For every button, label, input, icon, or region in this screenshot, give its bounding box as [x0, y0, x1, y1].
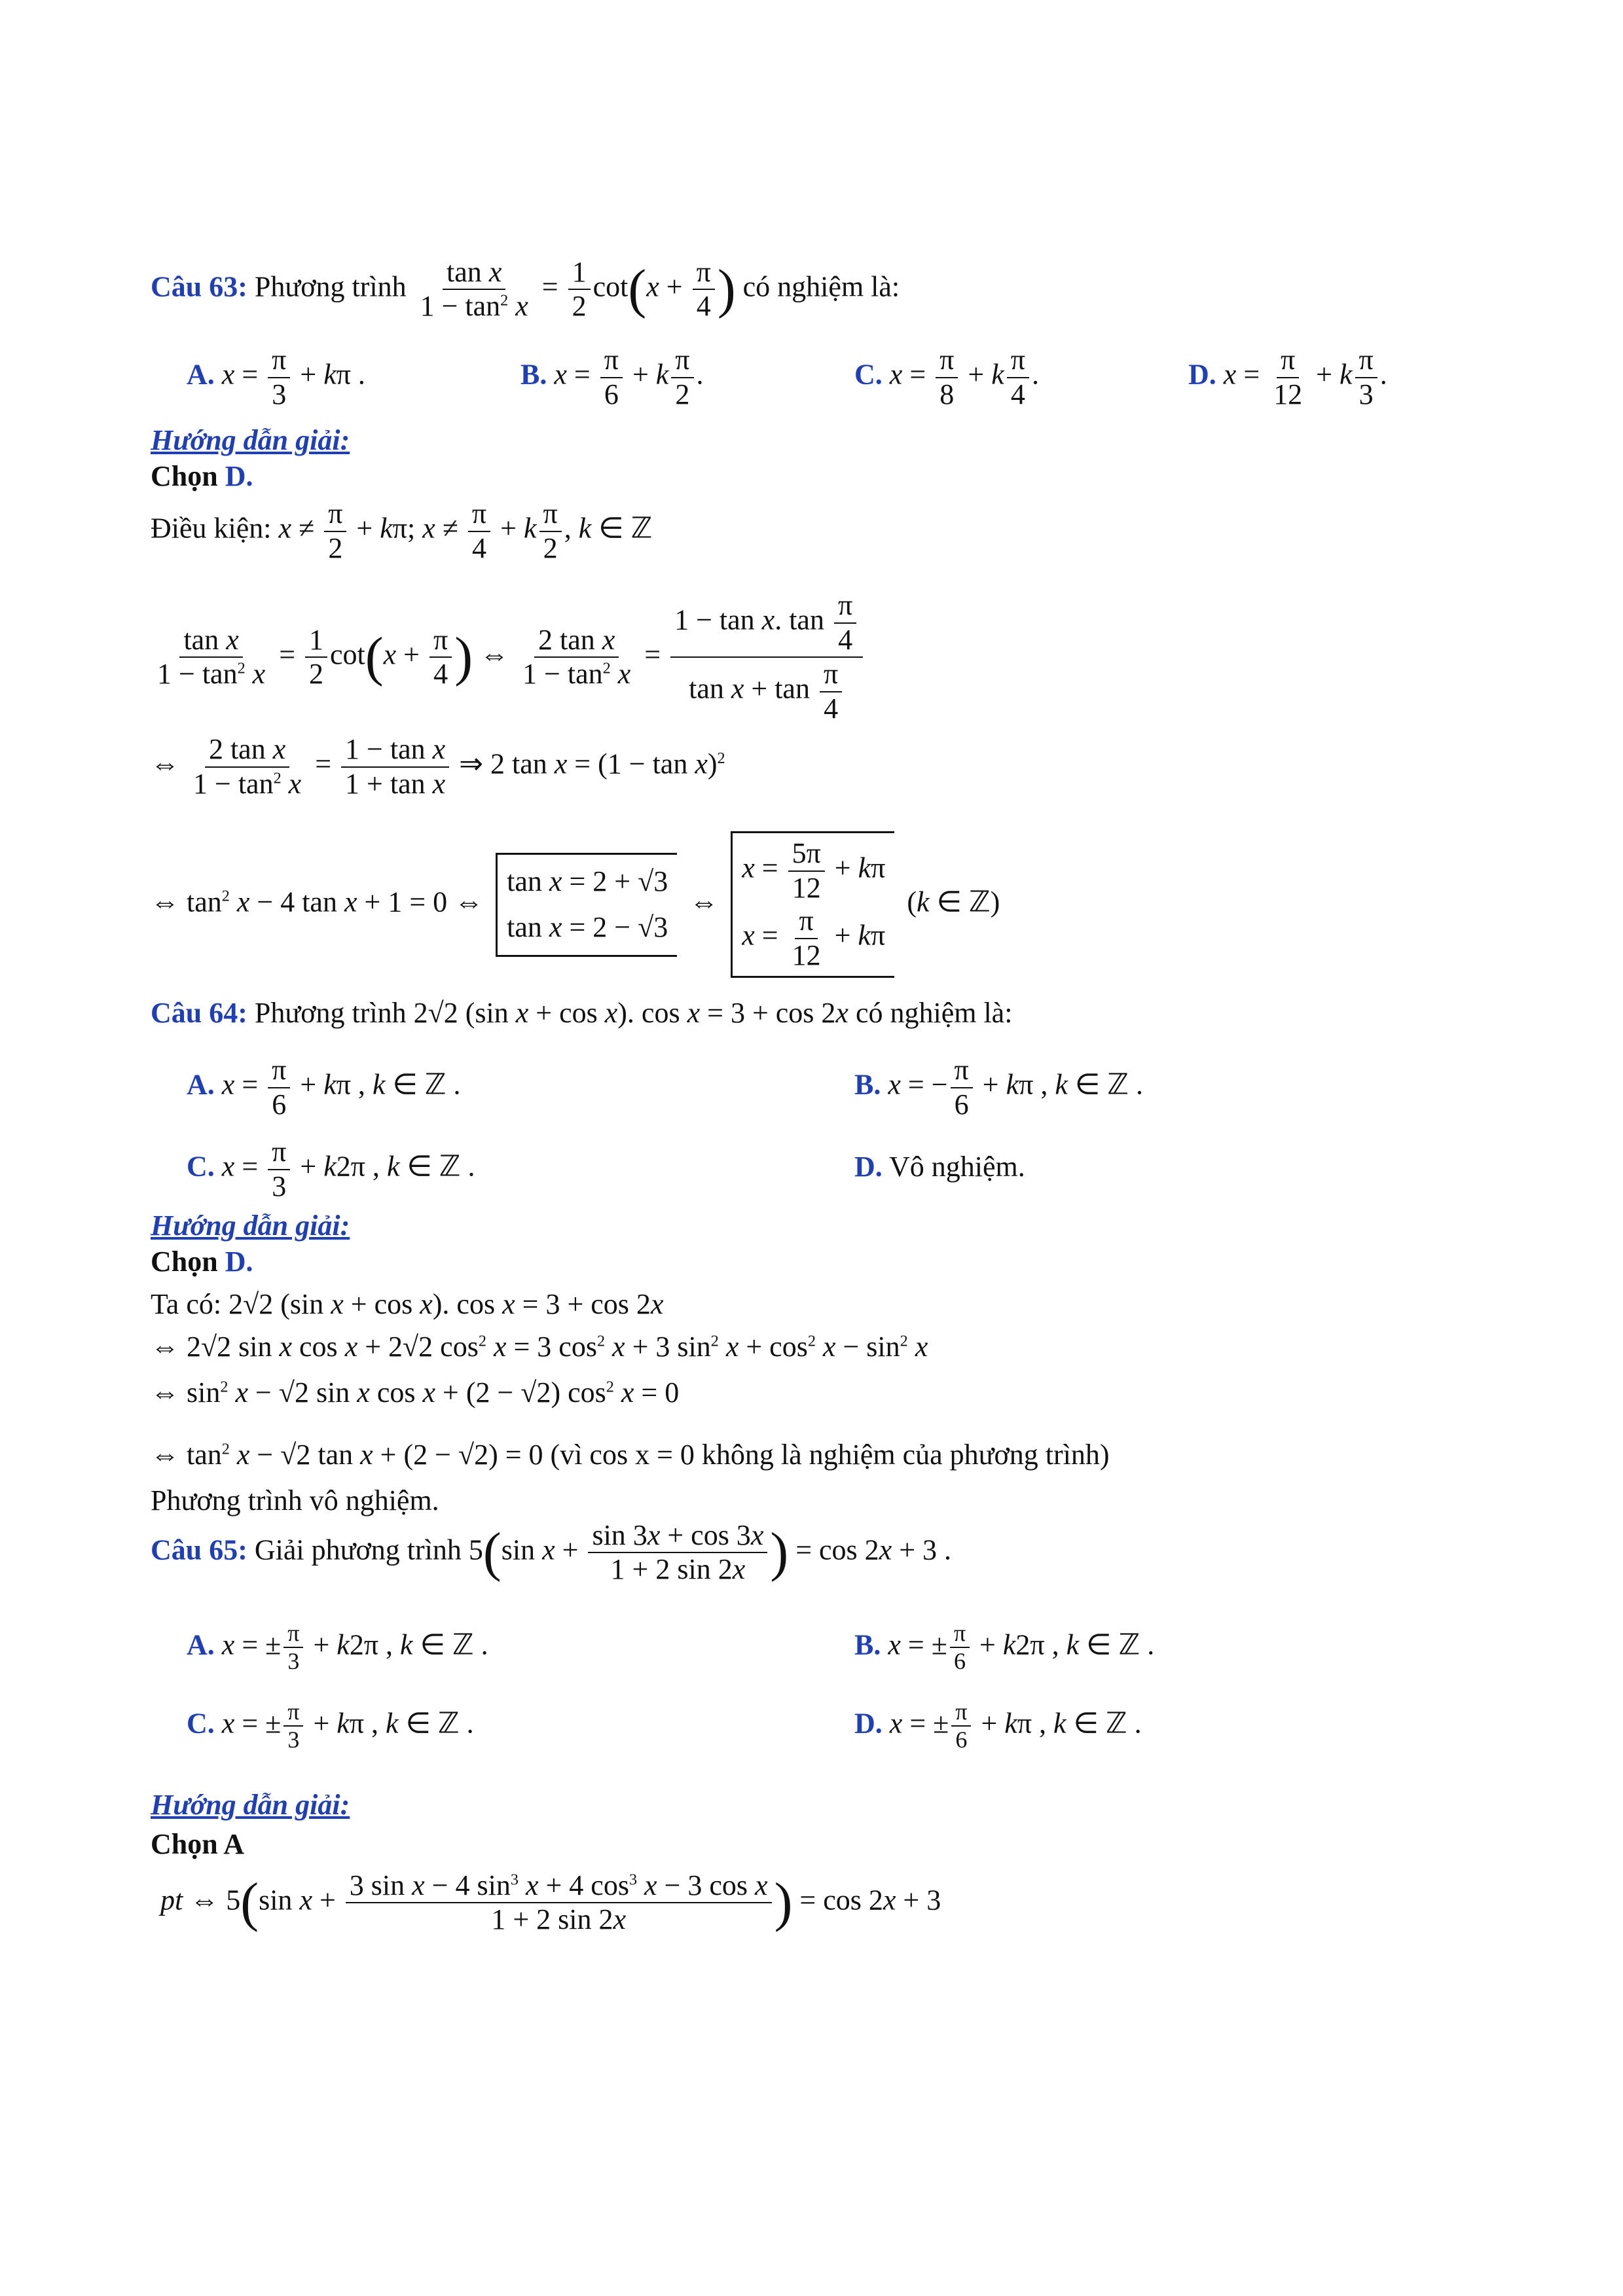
- q64-option-c[interactable]: C. x = $\frac{\pi}{3}$ + k2π , k ∈ ℤ .: [187, 1136, 475, 1202]
- q63-option-c[interactable]: C. x = $\frac{\pi}{8}$ + k $\frac{\pi}{4}$ .: [854, 344, 1039, 410]
- q63-option-a[interactable]: A. x = $\frac{\pi}{3}$ + kπ .: [187, 344, 365, 410]
- q65-guide: Hướng dẫn giải:: [151, 1789, 350, 1821]
- q64-step3: ⇔ $\tan^2 x - √2$ tan x + (2 − √2) = 0 (vì cos x = 0 không là nghiệm của phương trình): [151, 1439, 1110, 1471]
- q64-step0: Ta có: 2√2 (sin x + cos x). cos x = 3 + cos 2x: [151, 1288, 664, 1320]
- q63-step2: ⇔ $\frac{\text{2 tan x}}{1 - \tan^2 x}$ = $\frac{\text{1 − tan x}}{\text{1 + tan x}}$ ⇒ 2 $\tan x = (1 - \tan x)^2$: [151, 733, 725, 800]
- q64-conclusion: Phương trình vô nghiệm.: [151, 1484, 439, 1516]
- q63-stem: Câu 63: Phương trình $\frac{\text{tan x}}{1 - \tan^2 x}$ = $\frac{1}{2}$ cot(x + $\frac{\pi}{4}$ ) có nghiệm là:: [151, 255, 900, 323]
- q64-choose: Chọn D.: [151, 1246, 253, 1278]
- q64-option-b[interactable]: B. x = − $\frac{\pi}{6}$ + kπ , k ∈ ℤ .: [854, 1054, 1143, 1121]
- q63-eq-frac: $\frac{\text{tan x}}{1 - \tan^2 x}$: [420, 255, 528, 323]
- q63-guide: Hướng dẫn giải:: [151, 424, 350, 456]
- q64-guide: Hướng dẫn giải:: [151, 1210, 350, 1242]
- q63-step1: $\frac{\text{tan x}}{1 - \tan^2 x}$ = $\frac{1}{2}$ cot(x + $\frac{\pi}{4}$ ) ⇔ $\frac{\text{2 tan x}}{1 - \tan^2 x}$ = 1 − tan x. tan $\frac{\pi}{4}$ tan x + tan $\frac{\pi}{4}$: [151, 589, 866, 725]
- q63-step3: ⇔ $\tan^2 x - 4$ tan x + 1 = 0 ⇔ tan x = 2 + √3 tan x = 2 − √3 ⇔ x = $\frac{5\pi}{12}$ + kπ x = $\frac{\pi}{12}$ + kπ (k ∈ ℤ): [151, 831, 1000, 978]
- q63-label: Câu 63:: [151, 270, 247, 303]
- q65-choose: Chọn A: [151, 1828, 245, 1860]
- q64-stem: Câu 64: Phương trình 2√2 (sin x + cos x). cos x = 3 + cos 2x có nghiệm là:: [151, 997, 1013, 1029]
- q64-option-d[interactable]: D. Vô nghiệm.: [854, 1151, 1025, 1183]
- q65-option-a[interactable]: A. x = ± $\frac{\pi}{3}$ + k2π , k ∈ ℤ .: [187, 1620, 488, 1675]
- q64-option-a[interactable]: A. x = $\frac{\pi}{6}$ + kπ , k ∈ ℤ .: [187, 1054, 461, 1121]
- q64-step1: ⇔ 2√2 sin x cos x + 2√2 $\cos^2 x = 3$ $\cos^2 x + 3$ $\sin^2 x + \cos^2 x - \sin^2 x$: [151, 1331, 928, 1363]
- q65-option-b[interactable]: B. x = ± $\frac{\pi}{6}$ + k2π , k ∈ ℤ .: [854, 1620, 1155, 1675]
- q65-option-d[interactable]: D. x = ± $\frac{\pi}{6}$ + kπ , k ∈ ℤ .: [854, 1698, 1142, 1753]
- q63-option-d[interactable]: D. x = $\frac{\pi}{12}$ + k $\frac{\pi}{3}$ .: [1188, 344, 1387, 410]
- q63-choose: Chọn D.: [151, 460, 253, 492]
- q64-step2: ⇔ $\sin^2 x - √2$ sin x cos x + (2 − √2) $\cos^2 x = 0$: [151, 1376, 680, 1408]
- q63-stem-pre: Phương trình: [254, 270, 407, 303]
- q65-step1: pt ⇔ 5(sin x + $\frac{3 \sin x - 4 \sin^3 x + 4 \cos^3 x - 3 \cos x}{1 + 2 \sin 2x}$ ) = cos 2x + 3: [160, 1869, 941, 1936]
- q65-option-c[interactable]: C. x = ± $\frac{\pi}{3}$ + kπ , k ∈ ℤ .: [187, 1698, 474, 1753]
- q63-stem-post: có nghiệm là:: [742, 270, 900, 303]
- q65-stem: Câu 65: Giải phương trình 5(sin x + $\frac{\sin 3x + \cos 3x}{1 + 2 \sin 2x}$ ) = cos 2x + 3 .: [151, 1518, 952, 1586]
- q63-condition: Điều kiện: x ≠ $\frac{\pi}{2}$ + kπ; x ≠ $\frac{\pi}{4}$ + k $\frac{\pi}{2}$ , k ∈ ℤ: [151, 497, 653, 564]
- q63-option-b[interactable]: B. x = $\frac{\pi}{6}$ + k $\frac{\pi}{2}$ .: [520, 344, 704, 410]
